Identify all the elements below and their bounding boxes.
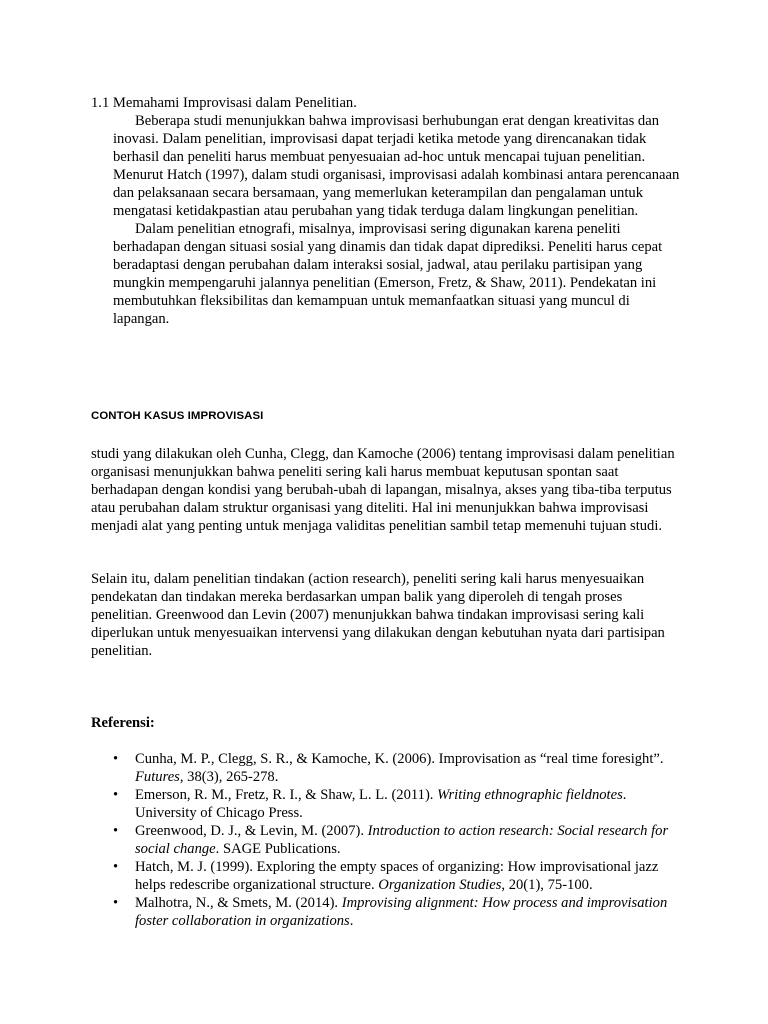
section-paragraph-2: Dalam penelitian etnografi, misalnya, improvisasi sering digunakan karena peneliti berhadapan dengan situasi sosial yang dinamis dan tidak dapat diprediksi. Peneliti harus cepat beradaptasi dengan perubahan dalam interaksi sosial, jadwal, atau perilaku partisipan yang mungkin mempengaruhi jalannya penelitian (Emerson, Fretz, & Shaw, 2011). Pendekatan ini membutuhkan fleksibilitas dan kemampuan untuk memanfaatkan situasi yang muncul di lapangan. (113, 221, 663, 327)
bullet-icon: • (113, 751, 119, 767)
references-list (91, 750, 691, 930)
section-heading: 1.1 Memahami Improvisasi dalam Penelitian. (91, 95, 357, 111)
reference-item (91, 822, 691, 858)
reference-text: . University of Chicago Press. (135, 787, 627, 821)
section-body (113, 112, 683, 328)
reference-text: Greenwood, D. J., & Levin, M. (2007). (135, 823, 368, 839)
bullet-icon: • (113, 895, 119, 911)
reference-text: Hatch, M. J. (1999). Exploring the empty spaces of organizing: How improvisational jazz helps redescribe organizational structure. (135, 859, 659, 893)
case-paragraph-2: Selain itu, dalam penelitian tindakan (action research), peneliti sering kali harus menyesuaikan pendekatan dan tindakan mereka berdasarkan umpan balik yang diperoleh di tengah proses penelitian. Greenwood dan Levin (2007) menunjukkan bahwa tindakan improvisasi sering kali diperlukan untuk menyesuaikan intervensi yang dilakukan dengan kebutuhan nyata dari partisipan penelitian. (91, 571, 665, 659)
section-paragraph-1: Beberapa studi menunjukkan bahwa improvisasi berhubungan erat dengan kreativitas dan inovasi. Dalam penelitian, improvisasi dapat terjadi ketika metode yang direncanakan tidak berhasil dan peneliti harus membuat penyesuaian ad-hoc untuk mencapai tujuan penelitian. Menurut Hatch (1997), dalam studi organisasi, improvisasi adalah kombinasi antara perencanaan dan pelaksanaan secara bersamaan, yang memerlukan keterampilan dan pengalaman untuk mengatasi ketidakpastian atau perubahan yang tidak terduga dalam lingkungan penelitian. (113, 113, 680, 219)
reference-item (91, 786, 691, 822)
bullet-icon: • (113, 859, 119, 875)
reference-text: Malhotra, N., & Smets, M. (2014). (135, 895, 342, 911)
reference-text: . SAGE Publications. (215, 841, 341, 857)
reference-text: , 20(1), 75-100. (501, 877, 593, 893)
reference-title: Organization Studies (378, 877, 502, 893)
case-heading: CONTOH KASUS IMPROVISASI (91, 410, 264, 422)
reference-text: . (349, 913, 354, 929)
reference-item (91, 750, 691, 786)
reference-title: Improvising alignment: How process and improvisation foster collaboration in organizations (135, 895, 668, 929)
reference-item (91, 858, 691, 894)
reference-title: Writing ethnographic fieldnotes (437, 787, 623, 803)
reference-title: Futures (135, 769, 180, 785)
reference-title: Introduction to action research: Social research for social change (135, 823, 669, 857)
bullet-icon: • (113, 787, 119, 803)
bullet-icon: • (113, 823, 119, 839)
case-paragraph-1: studi yang dilakukan oleh Cunha, Clegg, dan Kamoche (2006) tentang improvisasi dalam penelitian organisasi menunjukkan bahwa peneliti sering kali harus membuat keputusan spontan saat berhadapan dengan kondisi yang berubah-ubah di lapangan, misalnya, akses yang tiba-tiba terputus atau perubahan dalam struktur organisasi yang diteliti. Hal ini menunjukkan bahwa improvisasi menjadi alat yang penting untuk menjaga validitas penelitian sambil tetap memenuhi tujuan studi. (91, 446, 675, 534)
references-heading: Referensi: (91, 715, 155, 731)
reference-item (91, 894, 691, 930)
reference-text: Cunha, M. P., Clegg, S. R., & Kamoche, K. (2006). Improvisation as “real time foresight”. (135, 751, 664, 767)
reference-text: Emerson, R. M., Fretz, R. I., & Shaw, L. L. (2011). (135, 787, 438, 803)
reference-text: , 38(3), 265-278. (179, 769, 279, 785)
